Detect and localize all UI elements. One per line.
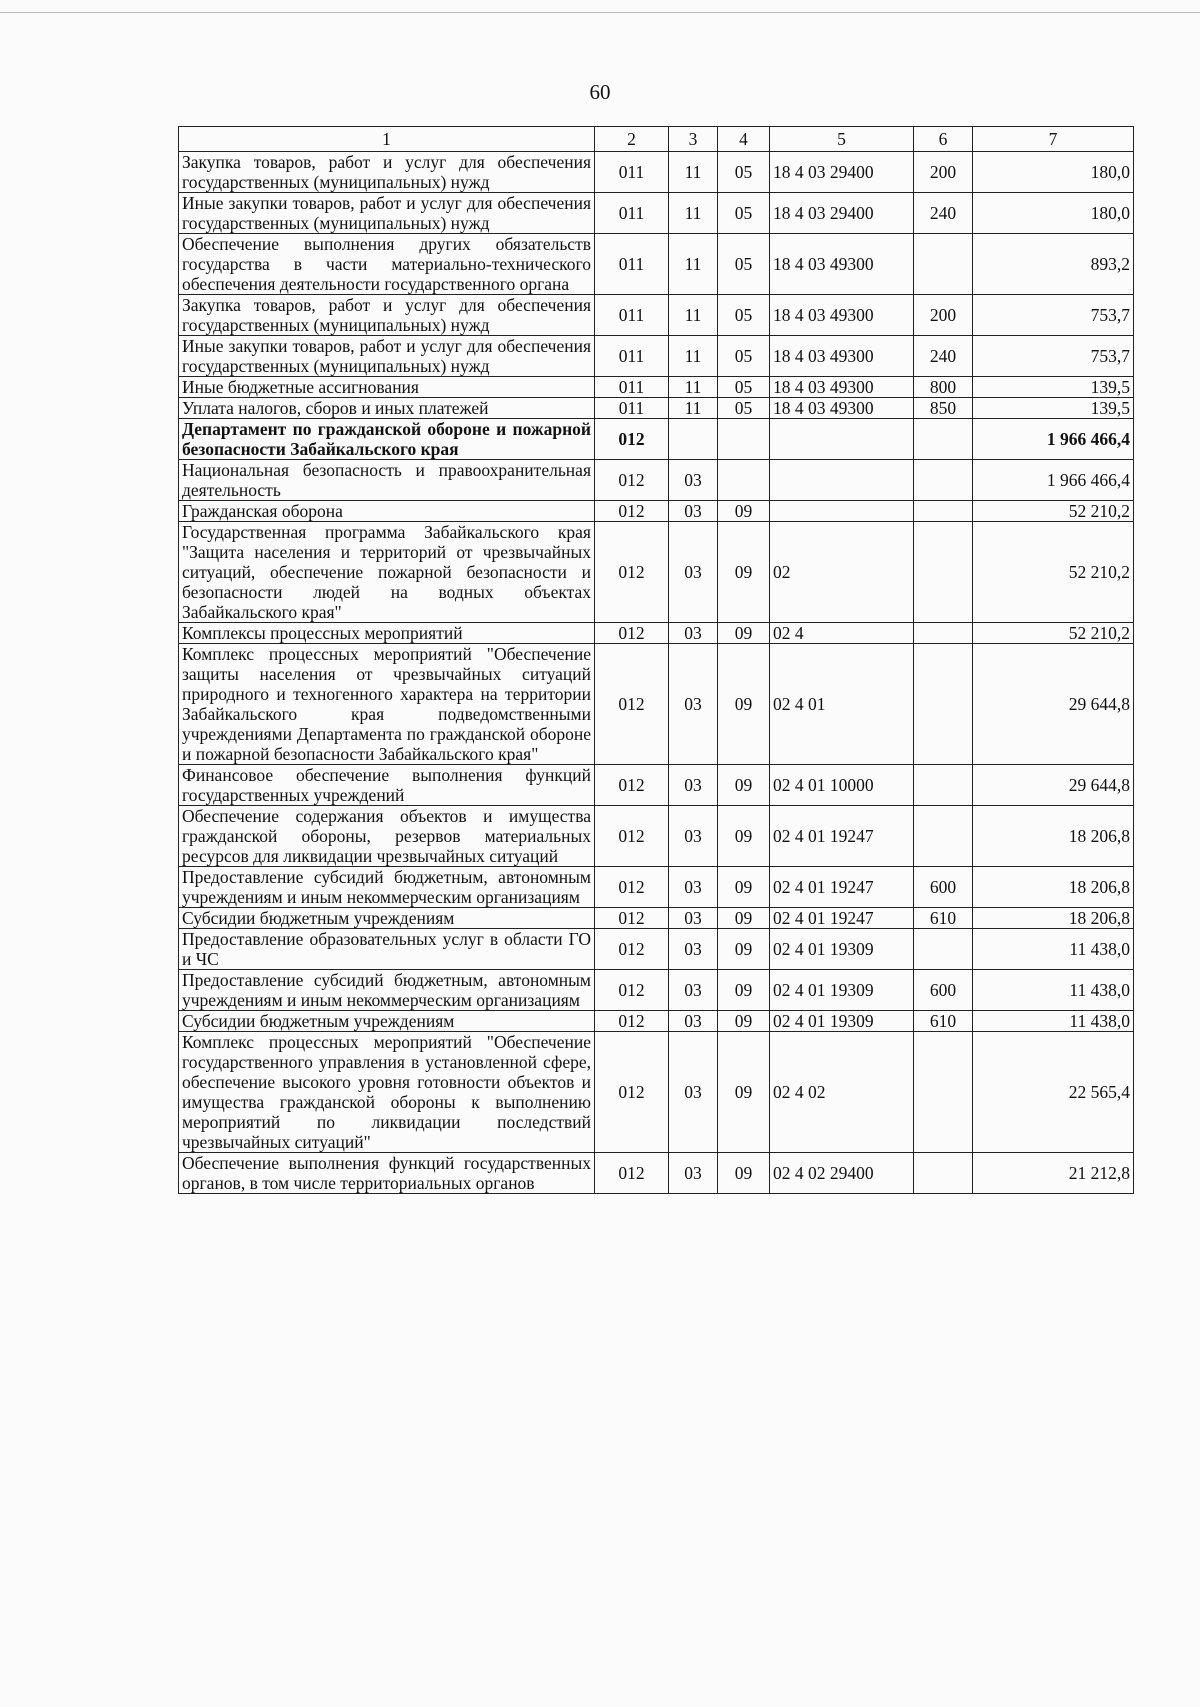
row-section-code: 03 xyxy=(669,806,718,867)
row-section-code: 03 xyxy=(669,908,718,929)
row-subsection-code: 09 xyxy=(718,522,770,623)
row-expense-type: 200 xyxy=(914,295,973,336)
row-ved-code: 012 xyxy=(595,970,669,1011)
row-section-code: 11 xyxy=(669,377,718,398)
row-section-code: 03 xyxy=(669,501,718,522)
row-name: Закупка товаров, работ и услуг для обеспечения государственных (муниципальных) нужд xyxy=(179,295,595,336)
table-row xyxy=(179,1153,1134,1194)
row-amount: 52 210,2 xyxy=(973,501,1134,522)
row-section-code: 03 xyxy=(669,970,718,1011)
row-ved-code: 012 xyxy=(595,419,669,460)
row-subsection-code: 09 xyxy=(718,970,770,1011)
table-row xyxy=(179,929,1134,970)
row-section-code: 11 xyxy=(669,336,718,377)
table-row xyxy=(179,152,1134,193)
row-amount: 29 644,8 xyxy=(973,765,1134,806)
row-section-code: 03 xyxy=(669,1153,718,1194)
row-section-code: 11 xyxy=(669,398,718,419)
row-subsection-code: 09 xyxy=(718,908,770,929)
row-expense-type xyxy=(914,765,973,806)
row-ved-code: 012 xyxy=(595,765,669,806)
row-name: Закупка товаров, работ и услуг для обеспечения государственных (муниципальных) нужд xyxy=(179,152,595,193)
table-row xyxy=(179,193,1134,234)
row-name: Обеспечение выполнения других обязательств государства в части материально-технического обеспечения деятельности государственного органа xyxy=(179,234,595,295)
row-target-article: 02 4 01 19309 xyxy=(770,1011,914,1032)
row-subsection-code: 05 xyxy=(718,336,770,377)
row-target-article: 02 4 01 10000 xyxy=(770,765,914,806)
row-expense-type xyxy=(914,522,973,623)
row-target-article: 02 xyxy=(770,522,914,623)
column-header-1: 1 xyxy=(179,127,595,152)
row-ved-code: 012 xyxy=(595,501,669,522)
row-amount: 21 212,8 xyxy=(973,1153,1134,1194)
row-subsection-code: 05 xyxy=(718,193,770,234)
row-target-article: 18 4 03 49300 xyxy=(770,377,914,398)
row-amount: 52 210,2 xyxy=(973,623,1134,644)
row-expense-type xyxy=(914,460,973,501)
row-subsection-code: 09 xyxy=(718,623,770,644)
table-row xyxy=(179,908,1134,929)
row-amount: 22 565,4 xyxy=(973,1032,1134,1153)
row-subsection-code: 09 xyxy=(718,644,770,765)
row-amount: 52 210,2 xyxy=(973,522,1134,623)
row-subsection-code: 09 xyxy=(718,501,770,522)
column-header-3: 3 xyxy=(669,127,718,152)
row-amount: 139,5 xyxy=(973,398,1134,419)
row-expense-type xyxy=(914,644,973,765)
row-target-article: 18 4 03 49300 xyxy=(770,234,914,295)
row-name: Предоставление образовательных услуг в области ГО и ЧС xyxy=(179,929,595,970)
row-amount: 18 206,8 xyxy=(973,867,1134,908)
row-expense-type: 600 xyxy=(914,970,973,1011)
row-name: Финансовое обеспечение выполнения функций государственных учреждений xyxy=(179,765,595,806)
row-section-code: 11 xyxy=(669,152,718,193)
row-expense-type xyxy=(914,501,973,522)
table-row xyxy=(179,522,1134,623)
row-subsection-code: 05 xyxy=(718,295,770,336)
row-name: Предоставление субсидий бюджетным, автономным учреждениям и иным некоммерческим организациям xyxy=(179,867,595,908)
row-section-code: 03 xyxy=(669,644,718,765)
row-expense-type xyxy=(914,806,973,867)
row-target-article: 02 4 02 29400 xyxy=(770,1153,914,1194)
row-ved-code: 012 xyxy=(595,1011,669,1032)
row-target-article: 18 4 03 29400 xyxy=(770,193,914,234)
table-row xyxy=(179,234,1134,295)
row-expense-type xyxy=(914,929,973,970)
row-ved-code: 012 xyxy=(595,867,669,908)
row-name: Комплекс процессных мероприятий "Обеспечение защиты населения от чрезвычайных ситуаций природного и техногенного характера на территории Забайкальского края подведомственными учреждениями Департамента по гражданской обороне и пожарной безопасности Забайкальского края" xyxy=(179,644,595,765)
row-ved-code: 011 xyxy=(595,152,669,193)
row-section-code: 03 xyxy=(669,623,718,644)
table-row xyxy=(179,398,1134,419)
row-name: Государственная программа Забайкальского края "Защита населения и территорий от чрезвычайных ситуаций, обеспечение пожарной безопасности и безопасности людей на водных объектах Забайкальского края" xyxy=(179,522,595,623)
row-section-code: 03 xyxy=(669,1032,718,1153)
row-name: Обеспечение содержания объектов и имущества гражданской обороны, резервов материальных ресурсов для ликвидации чрезвычайных ситуаций xyxy=(179,806,595,867)
row-ved-code: 012 xyxy=(595,623,669,644)
row-name: Гражданская оборона xyxy=(179,501,595,522)
row-ved-code: 011 xyxy=(595,398,669,419)
row-ved-code: 012 xyxy=(595,806,669,867)
row-amount: 1 966 466,4 xyxy=(973,460,1134,501)
row-name: Иные закупки товаров, работ и услуг для обеспечения государственных (муниципальных) нужд xyxy=(179,336,595,377)
row-ved-code: 012 xyxy=(595,1032,669,1153)
row-target-article xyxy=(770,460,914,501)
row-ved-code: 011 xyxy=(595,336,669,377)
row-amount: 139,5 xyxy=(973,377,1134,398)
table-row xyxy=(179,336,1134,377)
row-ved-code: 012 xyxy=(595,460,669,501)
row-ved-code: 012 xyxy=(595,929,669,970)
row-name: Предоставление субсидий бюджетным, автономным учреждениям и иным некоммерческим организациям xyxy=(179,970,595,1011)
column-header-6: 6 xyxy=(914,127,973,152)
header-row xyxy=(179,127,1134,152)
row-section-code: 03 xyxy=(669,929,718,970)
row-name: Уплата налогов, сборов и иных платежей xyxy=(179,398,595,419)
row-ved-code: 011 xyxy=(595,377,669,398)
column-header-2: 2 xyxy=(595,127,669,152)
row-subsection-code: 09 xyxy=(718,1153,770,1194)
table-row xyxy=(179,806,1134,867)
budget-table xyxy=(178,126,1134,1194)
row-subsection-code: 05 xyxy=(718,152,770,193)
row-name: Комплексы процессных мероприятий xyxy=(179,623,595,644)
row-subsection-code: 09 xyxy=(718,806,770,867)
row-expense-type xyxy=(914,623,973,644)
scan-edge-line xyxy=(0,12,1200,13)
table-row xyxy=(179,295,1134,336)
row-expense-type: 610 xyxy=(914,908,973,929)
row-target-article xyxy=(770,501,914,522)
row-section-code: 03 xyxy=(669,1011,718,1032)
row-target-article: 02 4 01 19247 xyxy=(770,908,914,929)
row-expense-type xyxy=(914,1153,973,1194)
row-subsection-code xyxy=(718,460,770,501)
row-name: Национальная безопасность и правоохранительная деятельность xyxy=(179,460,595,501)
row-ved-code: 011 xyxy=(595,234,669,295)
row-amount: 753,7 xyxy=(973,336,1134,377)
row-target-article: 02 4 xyxy=(770,623,914,644)
row-expense-type xyxy=(914,1032,973,1153)
row-subsection-code: 09 xyxy=(718,1011,770,1032)
row-ved-code: 012 xyxy=(595,908,669,929)
row-subsection-code: 05 xyxy=(718,234,770,295)
row-target-article: 02 4 01 xyxy=(770,644,914,765)
row-name: Субсидии бюджетным учреждениям xyxy=(179,908,595,929)
row-section-code: 03 xyxy=(669,522,718,623)
row-amount: 753,7 xyxy=(973,295,1134,336)
row-name: Иные бюджетные ассигнования xyxy=(179,377,595,398)
row-section-code: 11 xyxy=(669,295,718,336)
row-target-article: 02 4 01 19309 xyxy=(770,970,914,1011)
row-expense-type: 240 xyxy=(914,336,973,377)
row-expense-type xyxy=(914,234,973,295)
row-subsection-code: 09 xyxy=(718,867,770,908)
row-section-code: 11 xyxy=(669,193,718,234)
row-expense-type: 610 xyxy=(914,1011,973,1032)
table-row xyxy=(179,1011,1134,1032)
table-row xyxy=(179,1032,1134,1153)
row-amount: 1 966 466,4 xyxy=(973,419,1134,460)
table-body xyxy=(179,127,1134,1194)
row-amount: 11 438,0 xyxy=(973,929,1134,970)
row-subsection-code xyxy=(718,419,770,460)
row-name: Обеспечение выполнения функций государственных органов, в том числе территориальных органов xyxy=(179,1153,595,1194)
row-amount: 180,0 xyxy=(973,193,1134,234)
row-name: Субсидии бюджетным учреждениям xyxy=(179,1011,595,1032)
row-section-code: 11 xyxy=(669,234,718,295)
row-target-article: 18 4 03 49300 xyxy=(770,295,914,336)
row-section-code: 03 xyxy=(669,867,718,908)
row-subsection-code: 05 xyxy=(718,398,770,419)
row-section-code: 03 xyxy=(669,460,718,501)
table-row xyxy=(179,460,1134,501)
row-expense-type: 600 xyxy=(914,867,973,908)
table-row xyxy=(179,644,1134,765)
row-target-article: 18 4 03 29400 xyxy=(770,152,914,193)
row-name: Комплекс процессных мероприятий "Обеспечение государственного управления в установленной сфере, обеспечение высокого уровня готовности объектов и имущества гражданской обороны к выполнению мероприятий по ликвидации последствий чрезвычайных ситуаций" xyxy=(179,1032,595,1153)
row-name: Департамент по гражданской обороне и пожарной безопасности Забайкальского края xyxy=(179,419,595,460)
row-target-article xyxy=(770,419,914,460)
table-row xyxy=(179,867,1134,908)
row-expense-type: 800 xyxy=(914,377,973,398)
row-subsection-code: 09 xyxy=(718,1032,770,1153)
page-number: 60 xyxy=(589,80,611,104)
row-subsection-code: 09 xyxy=(718,929,770,970)
row-name: Иные закупки товаров, работ и услуг для обеспечения государственных (муниципальных) нужд xyxy=(179,193,595,234)
row-target-article: 18 4 03 49300 xyxy=(770,398,914,419)
row-subsection-code: 09 xyxy=(718,765,770,806)
row-target-article: 02 4 01 19247 xyxy=(770,867,914,908)
row-amount: 18 206,8 xyxy=(973,908,1134,929)
table-row xyxy=(179,765,1134,806)
row-amount: 11 438,0 xyxy=(973,970,1134,1011)
row-amount: 18 206,8 xyxy=(973,806,1134,867)
column-header-5: 5 xyxy=(770,127,914,152)
row-amount: 11 438,0 xyxy=(973,1011,1134,1032)
row-target-article: 02 4 01 19309 xyxy=(770,929,914,970)
row-amount: 893,2 xyxy=(973,234,1134,295)
row-expense-type: 200 xyxy=(914,152,973,193)
row-target-article: 02 4 01 19247 xyxy=(770,806,914,867)
table-row xyxy=(179,419,1134,460)
row-ved-code: 011 xyxy=(595,193,669,234)
column-header-7: 7 xyxy=(973,127,1134,152)
row-target-article: 18 4 03 49300 xyxy=(770,336,914,377)
row-ved-code: 011 xyxy=(595,295,669,336)
row-expense-type xyxy=(914,419,973,460)
row-expense-type: 850 xyxy=(914,398,973,419)
row-subsection-code: 05 xyxy=(718,377,770,398)
row-amount: 180,0 xyxy=(973,152,1134,193)
row-target-article: 02 4 02 xyxy=(770,1032,914,1153)
row-ved-code: 012 xyxy=(595,1153,669,1194)
row-ved-code: 012 xyxy=(595,644,669,765)
table-row xyxy=(179,970,1134,1011)
table-row xyxy=(179,623,1134,644)
row-expense-type: 240 xyxy=(914,193,973,234)
row-section-code: 03 xyxy=(669,765,718,806)
row-ved-code: 012 xyxy=(595,522,669,623)
table-row xyxy=(179,377,1134,398)
table-row xyxy=(179,501,1134,522)
row-amount: 29 644,8 xyxy=(973,644,1134,765)
row-section-code xyxy=(669,419,718,460)
column-header-4: 4 xyxy=(718,127,770,152)
